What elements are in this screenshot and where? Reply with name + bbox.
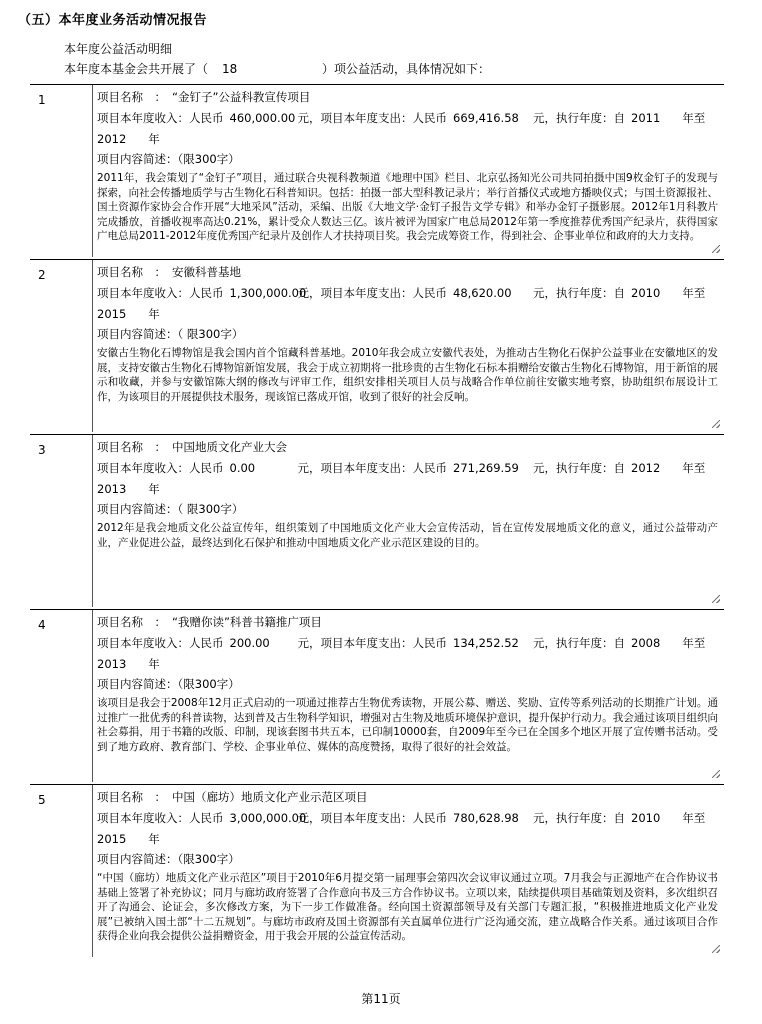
intro-count-line — [64, 60, 490, 77]
exec-year-label: 元，执行年度：自 — [533, 286, 625, 300]
year-to-label: 年至 — [682, 461, 706, 475]
project-name-row — [97, 789, 368, 805]
resize-handle-icon[interactable] — [712, 245, 720, 253]
project-number: 4 — [38, 618, 46, 632]
description-textarea[interactable]: 2012年是我会地质文化公益宣传年，组织策划了中国地质文化产业大会宣传活动，旨在宣传发展地质文化的意义，通过公益带动产业，产业促进公益，最终达到化石保护和推动中国地质文化产业示范区建设的目的。 — [97, 522, 718, 549]
project-block — [30, 259, 724, 432]
intro-heading: 本年度公益活动明细 — [64, 42, 173, 56]
project-number: 1 — [38, 93, 46, 107]
year-label: 年 — [148, 482, 160, 496]
expense-field[interactable]: 669,416.58 — [453, 111, 519, 125]
project-name-label: 项目名称 ： — [97, 615, 166, 629]
year-label: 年 — [148, 307, 160, 321]
description-textarea[interactable]: 安徽古生物化石博物馆是我会国内首个馆藏科普基地。2010年我会成立安徽代表处，为推动古生物化石保护公益事业在安徽地区的发展，支持安徽古生物化石博物馆新馆发展，我会于成立初期将一批珍贵的古生物化石标本捐赠给安徽古生物化石博物馆，用于新馆的展示和收藏，并参与安徽馆陈大纲的修改与评审工作，组织安排相关项目人员与战略合作单位前往安徽实地考察，协助组织布展设计工作，为该项目的开展提供技术服务，现该馆已落成开馆，收到了很好的社会反响。 — [97, 347, 718, 403]
expense-field[interactable]: 134,252.52 — [453, 636, 519, 650]
project-name-label: 项目名称 ： — [97, 790, 166, 804]
description-textarea[interactable]: 该项目是我会于2008年12月正式启动的一项通过推荐古生物优秀读物，开展公募、赠送、奖励、宣传等系列活动的长期推广计划。通过推广一批优秀的科普读物，达到普及古生物科学知识，增强对古生物及地质环境保护意识，提升保护行动力。我会通过该项目组织向社会募捐，用于书籍的改版、印制，现该套图书共五本，已印制10000套，自2009年至今已在全国多个地区开展了宣传赠书活动。受到了地方政府、教育部门、学校、企事业单位、媒体的高度赞扬，取得了很好的社会效益。 — [97, 697, 718, 753]
expense-label: 元，项目本年度支出：人民币 — [297, 461, 447, 475]
income-field[interactable]: 3,000,000.00 — [229, 811, 307, 825]
end-year-field[interactable]: 2013 — [97, 482, 127, 496]
project-content — [92, 785, 724, 957]
project-finance-row — [97, 635, 705, 651]
expense-label: 元，项目本年度支出：人民币 — [297, 811, 447, 825]
project-content — [92, 435, 724, 607]
section-title: （五）本年度业务活动情况报告 — [18, 13, 208, 28]
expense-field[interactable]: 780,628.98 — [453, 811, 519, 825]
description-label: 项目内容简述：（限300字） — [97, 852, 240, 866]
project-name-field[interactable]: 中国地质文化产业大会 — [172, 440, 287, 454]
start-year-field[interactable]: 2012 — [631, 461, 661, 475]
start-year-field[interactable]: 2011 — [631, 111, 661, 125]
exec-year-label: 元，执行年度：自 — [533, 636, 625, 650]
income-label: 项目本年度收入：人民币 — [97, 111, 224, 125]
year-label: 年 — [148, 832, 160, 846]
description-textarea[interactable]: 2011年，我会策划了“金钉子”项目，通过联合央视科教频道《地理中国》栏目、北京弘扬知光公司共同拍摄中国9枚金钉子的发现与探索，向社会传播地质学与古生物化石科普知识。包括：拍摄一部大型科教记录片；举行首播仪式或地方播映仪式；与国土资源报社、国土资源作家协会合作开展“大地采风”活动，采编、出版《大地文学·金钉子报告文学专辑》和举办金钉子摄影展。2012年1月科教片完成播放，首播收视率高达0.21%，累计受众人数达三亿。该片被评为国家广电总局2012年第一季度推荐优秀国产纪录片，获得国家广电总局2011-2012年度优秀国产纪录片及创作人才扶持项目奖。我会完成筹资工作，得到社会、企事业单位和政府的大力支持。 — [97, 172, 718, 242]
end-year-row — [97, 131, 160, 147]
income-field[interactable]: 200.00 — [229, 636, 270, 650]
exec-year-label: 元，执行年度：自 — [533, 811, 625, 825]
expense-label: 元，项目本年度支出：人民币 — [297, 111, 447, 125]
project-content — [92, 260, 724, 432]
project-block — [30, 434, 724, 607]
income-label: 项目本年度收入：人民币 — [97, 811, 224, 825]
expense-field[interactable]: 271,269.59 — [453, 461, 519, 475]
start-year-field[interactable]: 2010 — [631, 286, 661, 300]
project-content — [92, 610, 724, 782]
end-year-field[interactable]: 2015 — [97, 832, 127, 846]
project-name-label: 项目名称 ： — [97, 90, 166, 104]
project-name-field[interactable]: “我赠你读”科普书籍推广项目 — [172, 615, 322, 629]
project-name-label: 项目名称 ： — [97, 440, 166, 454]
project-number: 2 — [38, 268, 46, 282]
project-block — [30, 609, 724, 782]
description-label: 项目内容简述：（限300字） — [97, 677, 240, 691]
project-finance-row — [97, 285, 705, 301]
exec-year-label: 元，执行年度：自 — [533, 111, 625, 125]
description-label: 项目内容简述：（ 限300字） — [97, 502, 244, 516]
year-to-label: 年至 — [682, 286, 706, 300]
end-year-row — [97, 481, 160, 497]
year-label: 年 — [148, 132, 160, 146]
start-year-field[interactable]: 2008 — [631, 636, 661, 650]
end-year-row — [97, 656, 160, 672]
project-finance-row — [97, 460, 705, 476]
intro-prefix: 本年度本基金会共开展了（ — [64, 62, 209, 76]
project-number: 5 — [38, 793, 46, 807]
description-label: 项目内容简述：（ 限300字） — [97, 327, 244, 341]
description-label: 项目内容简述：（限300字） — [97, 152, 240, 166]
end-year-field[interactable]: 2015 — [97, 307, 127, 321]
activity-count-field[interactable]: 18 — [222, 62, 238, 76]
year-to-label: 年至 — [682, 636, 706, 650]
description-textarea[interactable]: “中国（廊坊）地质文化产业示范区”项目于2010年6月提交第一届理事会第四次会议审议通过立项。7月我会与正源地产在合作协议书基础上签署了补充协议；同月与廊坊政府签署了合作意向书及三方合作协议书。立项以来，陆续提供项目基础策划及资料，多次组织召开了沟通会、论证会，多次修改方案，为下一步工作做准备。经向国土资源部领导及有关部门专题汇报，“积极推进地质文化产业发展”已被纳入国土部“十二五规划”。与廊坊市政府及国土资源部有关直属单位进行广泛沟通交流，建立战略合作关系。通过该项目合作获得企业向我会提供公益捐赠资金，用于我会开展的公益宣传活动。 — [97, 872, 718, 942]
project-name-label: 项目名称 ： — [97, 265, 166, 279]
project-finance-row — [97, 810, 705, 826]
resize-handle-icon[interactable] — [712, 770, 720, 778]
project-name-row — [97, 439, 287, 455]
project-name-field[interactable]: “金钉子”公益科教宣传项目 — [172, 90, 311, 104]
page-number: 第11页 — [361, 992, 401, 1006]
income-field[interactable]: 460,000.00 — [229, 111, 296, 125]
project-name-row — [97, 264, 241, 280]
income-label: 项目本年度收入：人民币 — [97, 461, 224, 475]
income-field[interactable]: 0.00 — [229, 461, 256, 475]
exec-year-label: 元，执行年度：自 — [533, 461, 625, 475]
income-field[interactable]: 1,300,000.00 — [229, 286, 307, 300]
end-year-field[interactable]: 2012 — [97, 132, 127, 146]
expense-label: 元，项目本年度支出：人民币 — [297, 286, 447, 300]
project-name-field[interactable]: 安徽科普基地 — [172, 265, 241, 279]
project-block — [30, 784, 724, 957]
year-to-label: 年至 — [682, 111, 706, 125]
end-year-row — [97, 831, 160, 847]
resize-handle-icon[interactable] — [712, 945, 720, 953]
project-content — [92, 85, 724, 257]
project-number: 3 — [38, 443, 46, 457]
year-label: 年 — [148, 657, 160, 671]
income-label: 项目本年度收入：人民币 — [97, 636, 224, 650]
year-to-label: 年至 — [682, 811, 706, 825]
intro-suffix: ）项公益活动，具体情况如下： — [322, 62, 491, 76]
income-label: 项目本年度收入：人民币 — [97, 286, 224, 300]
project-finance-row — [97, 110, 705, 126]
project-name-field[interactable]: 中国（廊坊）地质文化产业示范区项目 — [172, 790, 368, 804]
end-year-field[interactable]: 2013 — [97, 657, 127, 671]
project-block — [30, 84, 724, 257]
expense-field[interactable]: 48,620.00 — [453, 286, 512, 300]
end-year-row — [97, 306, 160, 322]
project-name-row — [97, 89, 310, 105]
start-year-field[interactable]: 2010 — [631, 811, 661, 825]
resize-handle-icon[interactable] — [712, 595, 720, 603]
expense-label: 元，项目本年度支出：人民币 — [297, 636, 447, 650]
resize-handle-icon[interactable] — [712, 420, 720, 428]
project-name-row — [97, 614, 322, 630]
